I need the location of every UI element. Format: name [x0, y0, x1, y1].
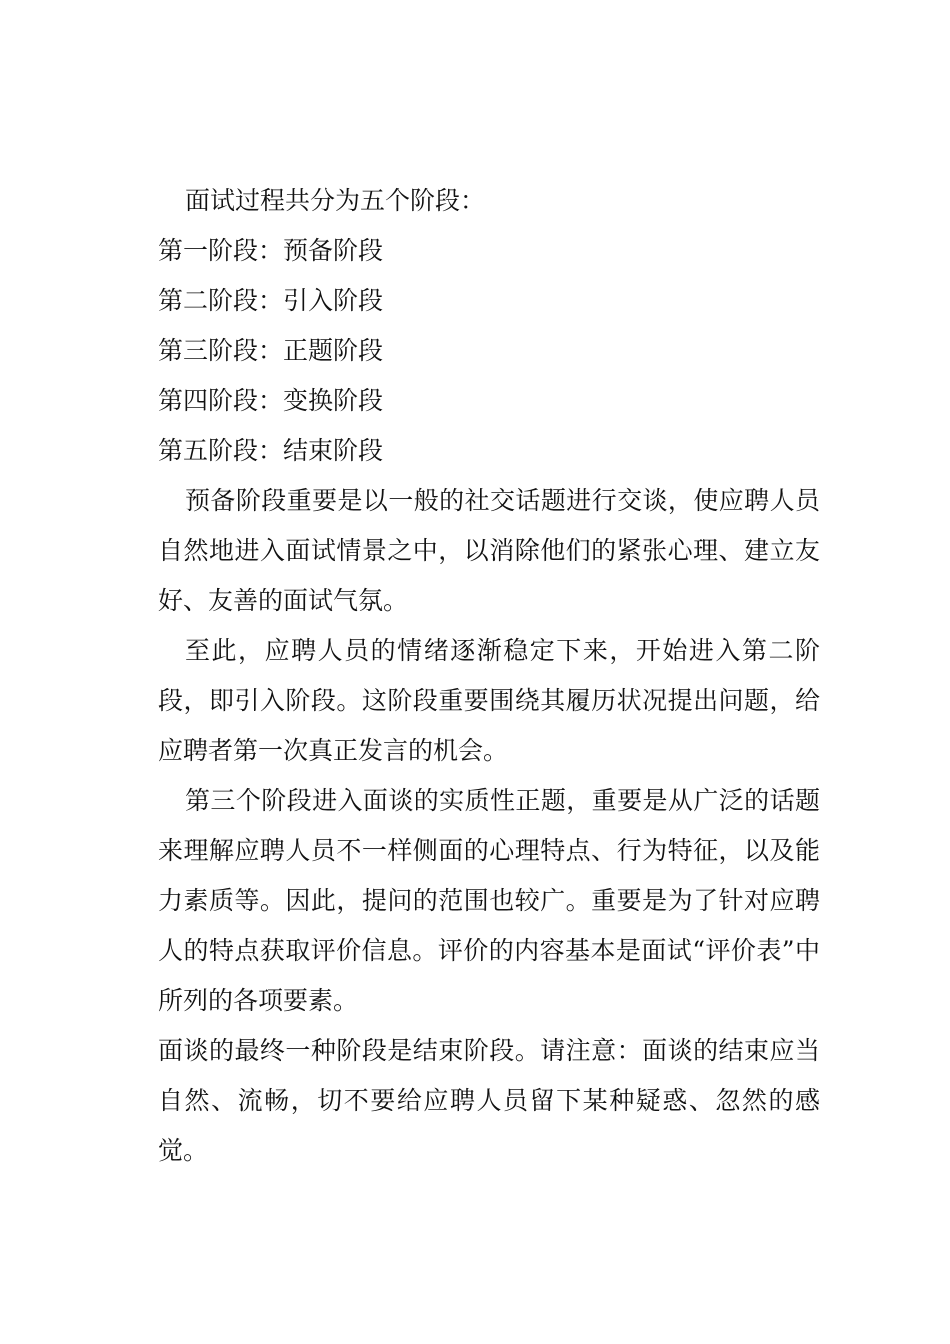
- stage-item-4: 第四阶段：变换阶段: [158, 386, 384, 415]
- stage-item-5: 第五阶段：结束阶段: [158, 436, 384, 465]
- paragraph-introduction-stage: 至此，应聘人员的情绪逐渐稳定下来，开始进入第二阶段，即引入阶段。这阶段重要围绕其履历状况提出问题，给应聘者第一次真正发言的机会。: [158, 636, 820, 765]
- intro-paragraph: 面试过程共分为五个阶段：: [185, 186, 486, 215]
- stage-item-1: 第一阶段：预备阶段: [158, 236, 384, 265]
- document-body: [158, 176, 820, 1176]
- stage-item-3: 第三阶段：正题阶段: [158, 336, 384, 365]
- stage-item-2: 第二阶段：引入阶段: [158, 286, 384, 315]
- paragraph-preparation-stage: 预备阶段重要是以一般的社交话题进行交谈，使应聘人员自然地进入面试情景之中，以消除他们的紧张心理、建立友好、友善的面试气氛。: [158, 486, 820, 615]
- paragraph-closing-stage: 面谈的最终一种阶段是结束阶段。请注意：面谈的结束应当自然、流畅，切不要给应聘人员留下某种疑惑、忽然的感觉。: [158, 1036, 820, 1165]
- paragraph-main-topic-stage: 第三个阶段进入面谈的实质性正题，重要是从广泛的话题来理解应聘人员不一样侧面的心理特点、行为特征，以及能力素质等。因此，提问的范围也较广。重要是为了针对应聘人的特点获取评价信息。评价的内容基本是面试“评价表”中所列的各项要素。: [158, 786, 820, 1015]
